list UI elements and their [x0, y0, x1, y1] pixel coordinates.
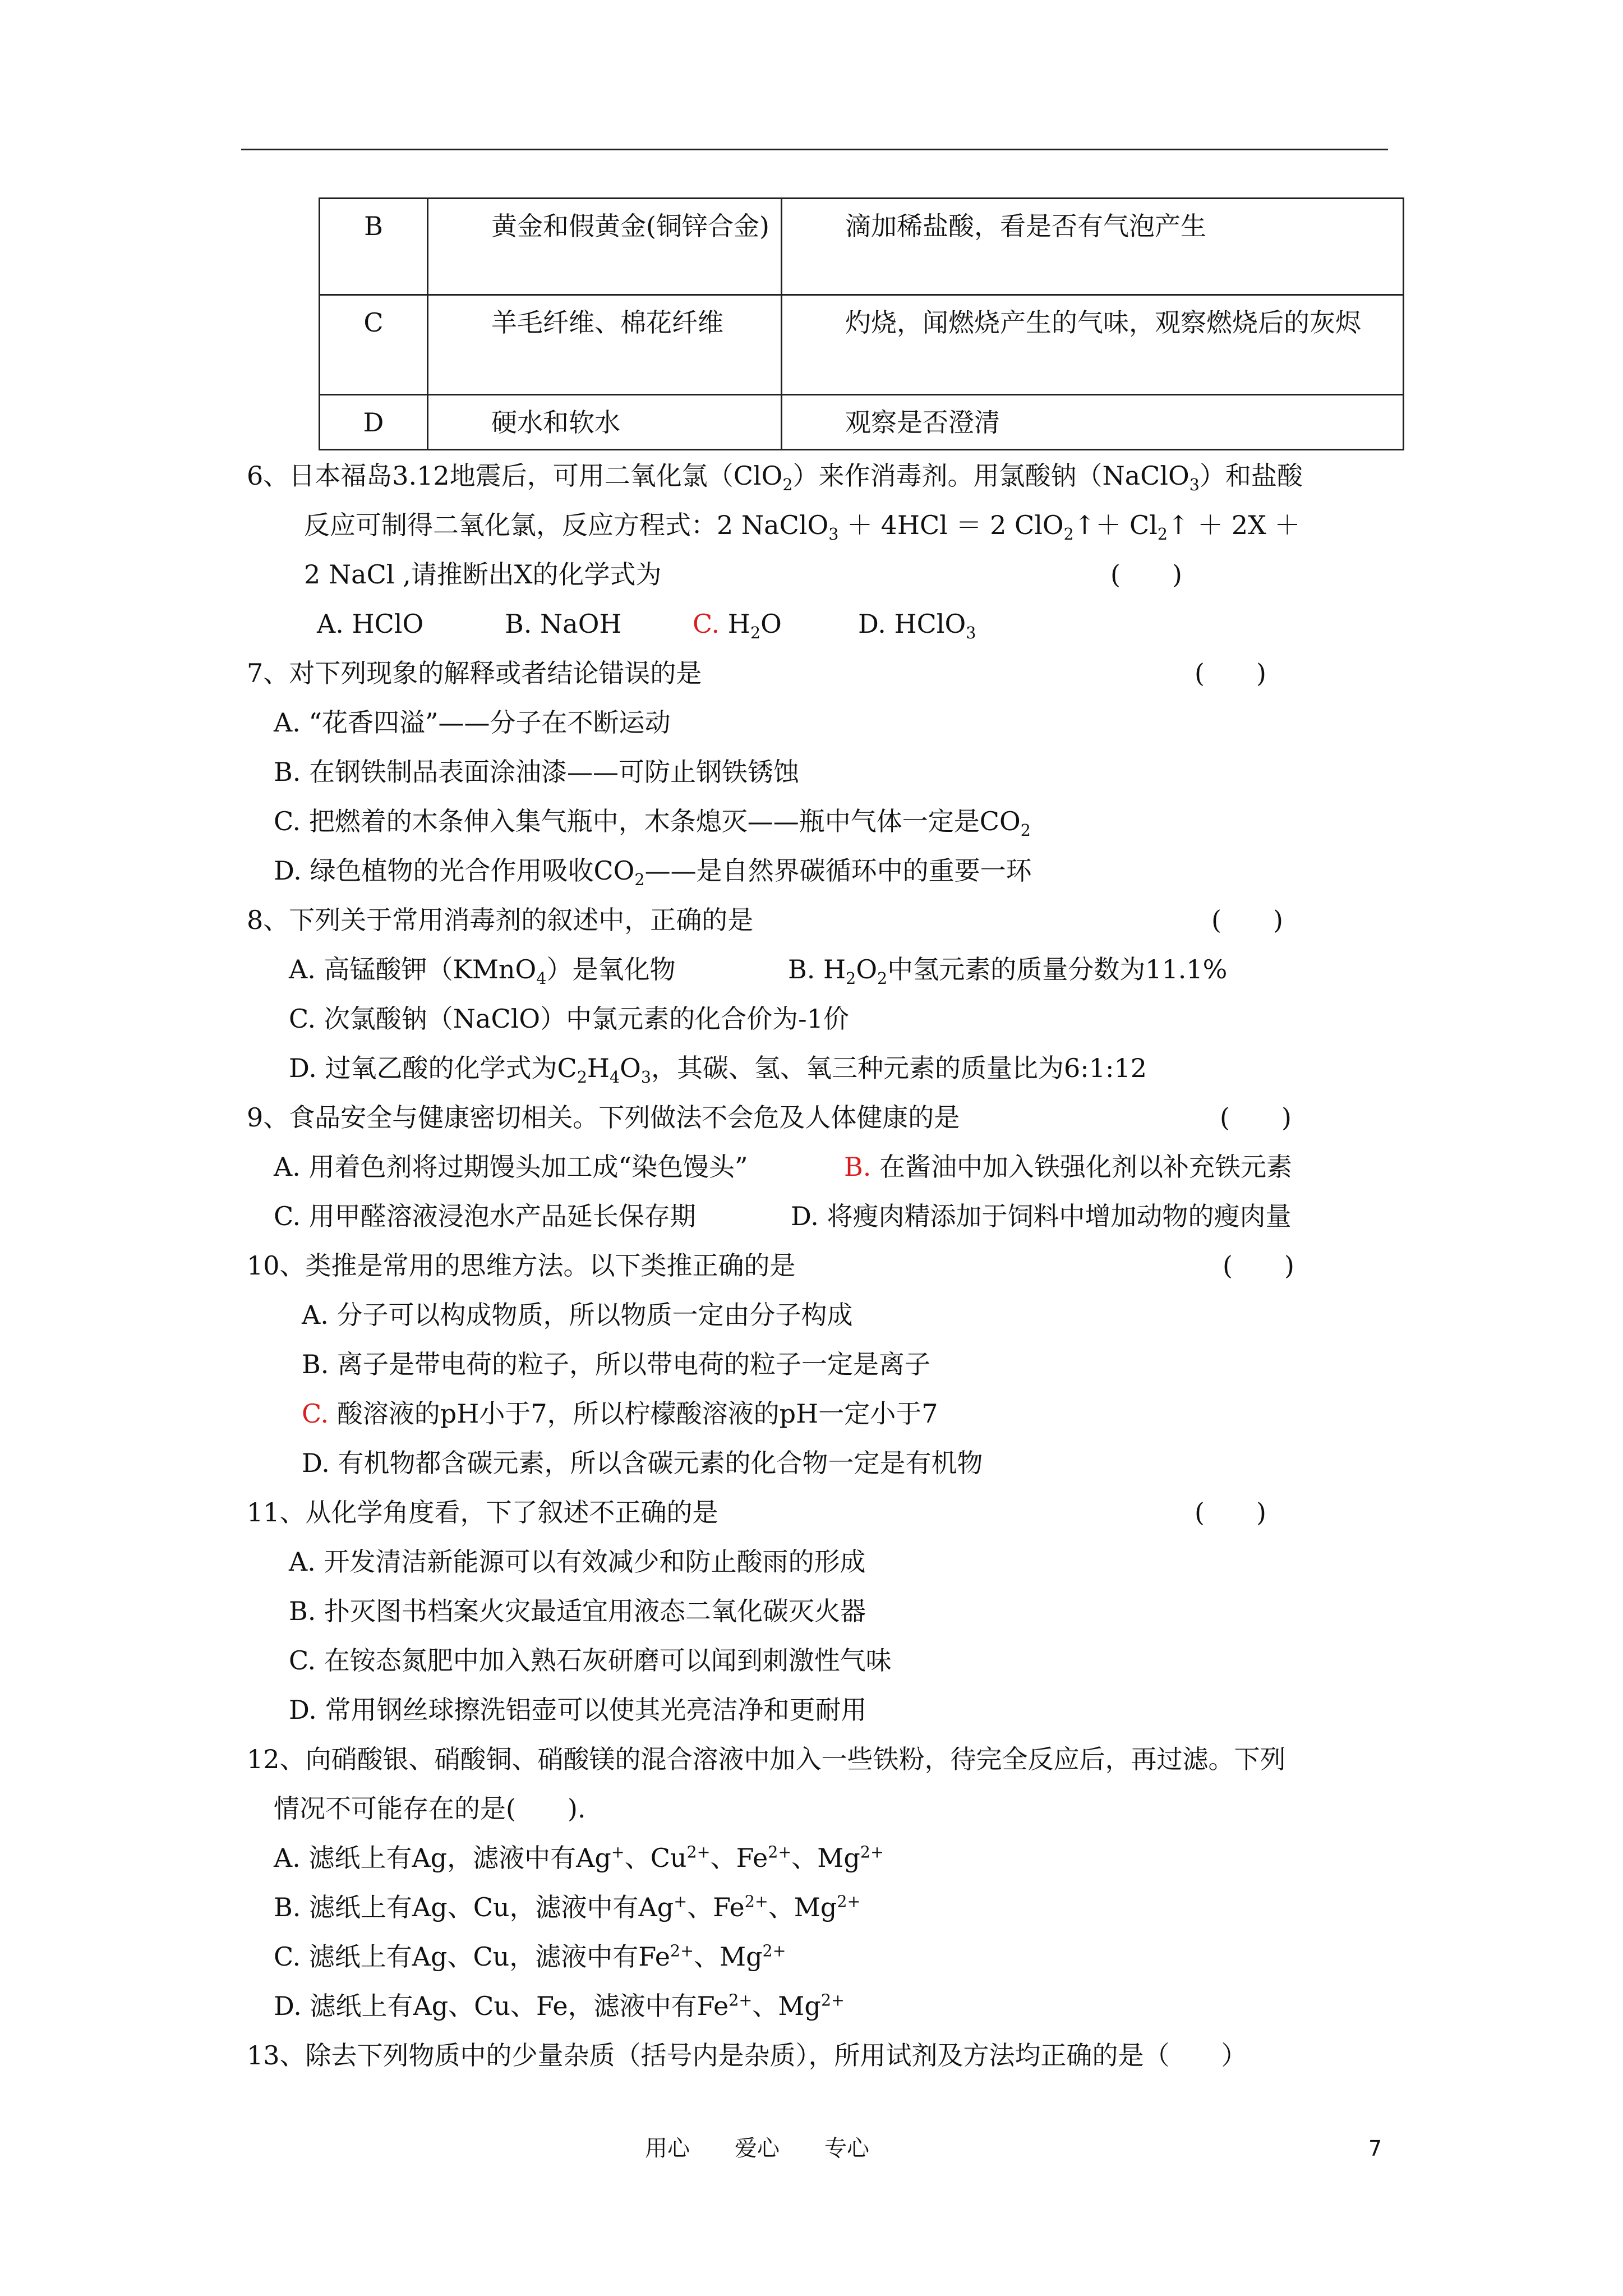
q11-option-c: C. 在铵态氮肥中加入熟石灰研磨可以闻到刺激性气味 — [289, 1645, 892, 1676]
row-item: 羊毛纤维、棉花纤维 — [491, 307, 723, 338]
row-method: 观察是否澄清 — [845, 407, 1000, 438]
q6-option-d: D. HClO$_3$ — [858, 609, 976, 643]
q8-option-b: B. $H_2O_2$中氢元素的质量分数为11.1% — [788, 954, 1228, 988]
q11-option-b: B. 扑灭图书档案火灾最适宜用液态二氧化碳灭火器 — [289, 1596, 866, 1626]
q12-stem-line1: 12、向硝酸银、硝酸铜、硝酸镁的混合溶液中加入一些铁粉，待完全反应后，再过滤。下列 — [247, 1744, 1286, 1774]
page-number: 7 — [1368, 2136, 1382, 2161]
q10-answer-paren: ( ) — [1223, 1250, 1294, 1281]
q6-option-b: B. NaOH — [505, 609, 622, 639]
q7-option-a: A. “花香四溢”——分子在不断运动 — [274, 707, 671, 738]
q12-stem-line2: 情况不可能存在的是( ). — [274, 1793, 586, 1824]
q10-option-a: A. 分子可以构成物质，所以物质一定由分子构成 — [302, 1300, 853, 1330]
q8-stem: 8、下列关于常用消毒剂的叙述中，正确的是 — [247, 905, 754, 935]
row-item: 硬水和软水 — [491, 407, 620, 438]
q8-option-a: A. 高锰酸钾（KMnO$_4$）是氧化物 — [289, 954, 676, 988]
q9-option-b: B. 在酱油中加入铁强化剂以补充铁元素 — [844, 1152, 1293, 1182]
q8-answer-paren: ( ) — [1211, 905, 1283, 935]
q11-answer-paren: ( ) — [1195, 1497, 1266, 1527]
q6-option-c: C. $H_2O$ — [693, 609, 782, 643]
q9-option-d: D. 将瘦肉精添加于饲料中增加动物的瘦肉量 — [791, 1201, 1292, 1231]
row-label: C — [320, 295, 428, 395]
q12-option-c: C. 滤纸上有Ag、Cu，滤液中有$Fe^{2+}$、$Mg^{2+}$ — [274, 1941, 786, 1972]
q12-option-d: D. 滤纸上有Ag、Cu、Fe，滤液中有$Fe^{2+}$、$Mg^{2+}$ — [274, 1991, 845, 2021]
q13-stem: 13、除去下列物质中的少量杂质（括号内是杂质），所用试剂及方法均正确的是（ ） — [247, 2040, 1247, 2070]
q10-option-b: B. 离子是带电荷的粒子，所以带电荷的粒子一定是离子 — [302, 1349, 931, 1379]
row-label: B — [320, 199, 428, 295]
q12-option-b: B. 滤纸上有Ag、Cu，滤液中有Ag+、$Fe^{2+}$、$Mg^{2+}$ — [274, 1892, 861, 1922]
q8-option-d: D. 过氧乙酸的化学式为$C_2H_4O_3$，其碳、氢、氧三种元素的质量比为6:1:12 — [289, 1053, 1147, 1087]
q7-stem: 7、对下列现象的解释或者结论错误的是 — [247, 658, 702, 688]
row-label: D — [320, 395, 428, 450]
q9-option-c: C. 用甲醛溶液浸泡水产品延长保存期 — [274, 1201, 696, 1231]
q7-option-d: D. 绿色植物的光合作用吸收$CO_2——$是自然界碳循环中的重要一环 — [274, 855, 1032, 890]
header-rule — [241, 149, 1388, 150]
table-row — [320, 395, 1404, 450]
q6-answer-paren: ( ) — [1110, 559, 1182, 590]
q9-option-a: A. 用着色剂将过期馒头加工成“染色馒头” — [274, 1152, 748, 1182]
q11-option-a: A. 开发清洁新能源可以有效减少和防止酸雨的形成 — [289, 1547, 866, 1577]
q9-stem: 9、食品安全与健康密切相关。下列做法不会危及人体健康的是 — [247, 1102, 960, 1133]
table-row — [320, 199, 1404, 295]
q11-stem: 11、从化学角度看，下了叙述不正确的是 — [247, 1497, 718, 1527]
footer-motto: 用心 爱心 专心 — [645, 2136, 869, 2161]
q10-stem: 10、类推是常用的思维方法。以下类推正确的是 — [247, 1250, 796, 1281]
q7-option-c: C. 把燃着的木条伸入集气瓶中，木条熄灭——瓶中气体一定是$CO_2$ — [274, 806, 1031, 840]
comparison-table — [319, 197, 1404, 450]
q9-answer-paren: ( ) — [1220, 1102, 1292, 1133]
q11-option-d: D. 常用钢丝球擦洗铝壶可以使其光亮洁净和更耐用 — [289, 1695, 867, 1725]
q12-option-a: A. 滤纸上有Ag，滤液中有Ag+、$Cu^{2+}$、$Fe^{2+}$、$Mg^{2+}$ — [274, 1843, 884, 1873]
row-item: 黄金和假黄金(铜锌合金) — [491, 211, 769, 241]
table-row — [320, 295, 1404, 395]
q6-stem-line1: 6、日本福岛3.12地震后，可用二氧化氯（ClO$_2$）来作消毒剂。用氯酸钠（NaClO$_3$）和盐酸 — [247, 461, 1303, 495]
q10-option-c: C. 酸溶液的pH小于7，所以柠檬酸溶液的pH一定小于7 — [302, 1398, 938, 1429]
q6-option-a: A. HClO — [317, 609, 424, 639]
q7-answer-paren: ( ) — [1195, 658, 1266, 688]
q10-option-d: D. 有机物都含碳元素，所以含碳元素的化合物一定是有机物 — [302, 1448, 983, 1478]
q7-option-b: B. 在钢铁制品表面涂油漆——可防止钢铁锈蚀 — [274, 757, 800, 787]
q6-stem-line2: 反应可制得二氧化氯，反应方程式：2 NaClO$_3$ ＋ 4HCl ＝ 2 ClO$_2$↑＋ $Cl_2↑ + 2X$ ＋ — [304, 510, 1301, 544]
q6-stem-line3: 2 NaCl ,请推断出X的化学式为 — [304, 559, 662, 590]
row-method: 灼烧，闻燃烧产生的气味，观察燃烧后的灰烬 — [845, 307, 1361, 338]
row-method: 滴加稀盐酸，看是否有气泡产生 — [845, 211, 1206, 241]
q8-option-c: C. 次氯酸钠（NaClO）中氯元素的化合价为-1价 — [289, 1004, 849, 1034]
